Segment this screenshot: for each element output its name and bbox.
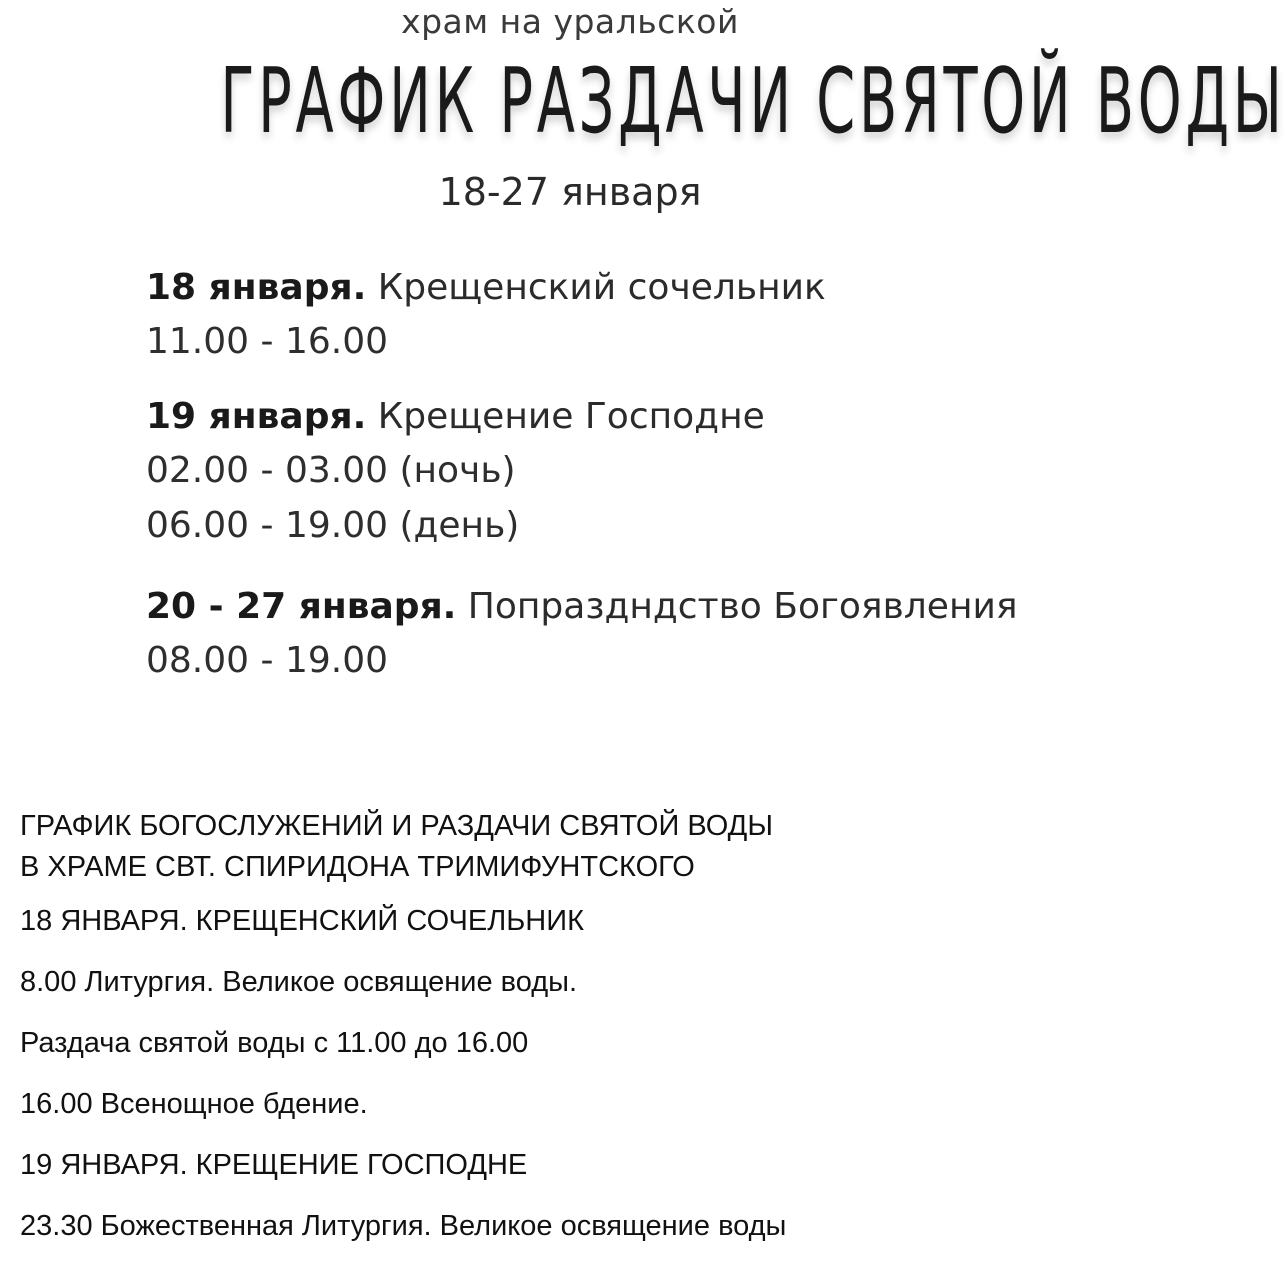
post-heading-line: В ХРАМЕ СВТ. СПИРИДОНА ТРИМИФУНТСКОГО (20, 851, 695, 883)
entry-time: 08.00 - 19.00 (146, 640, 388, 681)
post-paragraph: 8.00 Литургия. Великое освящение воды. (20, 966, 578, 998)
schedule-entry (146, 391, 1146, 553)
post-paragraph: 18 ЯНВАРЯ. КРЕЩЕНСКИЙ СОЧЕЛЬНИК (20, 905, 584, 937)
entry-time: 11.00 - 16.00 (146, 321, 388, 362)
entry-heading (146, 262, 1146, 314)
entry-date: 20 - 27 января. (146, 586, 457, 627)
entry-name: Крещение Господне (366, 396, 765, 437)
post-heading (20, 806, 1160, 888)
entry-heading (146, 581, 1146, 633)
entry-name: Крещенский сочельник (366, 267, 826, 308)
entry-heading (146, 391, 1146, 443)
schedule-entry (146, 262, 1146, 369)
poster-title: ГРАФИК РАЗДАЧИ СВЯТОЙ ВОДЫ (220, 49, 1286, 154)
entry-name: Попраздндство Богоявления (456, 586, 1018, 627)
post-paragraph: 19 ЯНВАРЯ. КРЕЩЕНИЕ ГОСПОДНЕ (20, 1149, 528, 1181)
entry-time: 02.00 - 03.00 (ночь) (146, 450, 516, 491)
post-heading-line: ГРАФИК БОГОСЛУЖЕНИЙ И РАЗДАЧИ СВЯТОЙ ВОДЫ (20, 810, 773, 842)
poster-dates: 18-27 января (438, 170, 702, 214)
poster-subtitle: храм на уральской (401, 2, 739, 41)
poster-schedule-list (146, 262, 1146, 706)
post-paragraph: Раздача святой воды с 11.00 до 16.00 (20, 1027, 529, 1059)
post-paragraph: 16.00 Всенощное бдение. (20, 1088, 368, 1120)
entry-date: 18 января. (146, 267, 367, 308)
post-text (20, 806, 1160, 1270)
schedule-entry (146, 581, 1146, 688)
entry-date: 19 января. (146, 396, 367, 437)
entry-time: 06.00 - 19.00 (день) (146, 505, 520, 546)
post-paragraph: 23.30 Божественная Литургия. Великое освящение воды (20, 1210, 787, 1242)
